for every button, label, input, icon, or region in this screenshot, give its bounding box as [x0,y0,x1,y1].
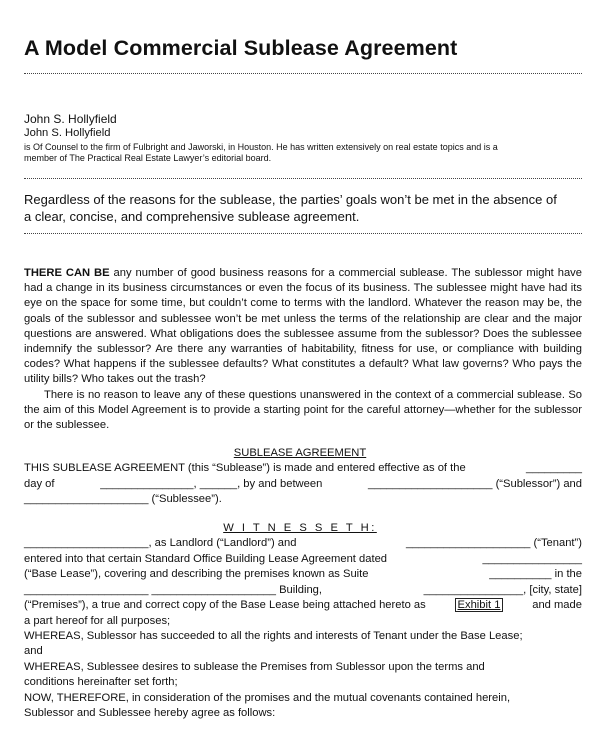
intro-paragraph-1 [24,266,582,388]
lead-line: Regardless of the reasons for the sublease, the parties’ goals won’t be met in the absence of [24,192,557,207]
exhibit-link[interactable] [455,599,504,611]
blank-field: ____________________ (“Sublessor”) and [368,478,582,490]
witness-text: (“Premises”), a true and correct copy of the Base Lease being attached hereto as [24,599,426,611]
blank-field: ________________, [city, state] [423,584,582,596]
divider [24,233,582,234]
blank-field: _________ [526,462,582,474]
witness-text: entered into that certain Standard Office Building Lease Agreement dated [24,553,388,565]
agreement-text: THIS SUBLEASE AGREEMENT (this “Sublease”) is made and entered effective as of the [24,462,466,474]
drop-lead: THERE CAN BE [24,267,110,279]
blank-field: ____________________ (“Tenant”) [405,537,582,549]
witness-line-11: NOW, THEREFORE, in consideration of the promises and the mutual covenants contained herein, [24,692,511,704]
agreement-heading: SUBLEASE AGREEMENT [233,447,367,459]
lead-paragraph [24,191,588,225]
agreement-text: day of [24,478,55,490]
witness-line-10: conditions hereinafter set forth; [24,676,178,688]
agreement-line-2 [24,478,582,490]
author-name-secondary: John S. Hollyfield [24,127,111,139]
blank-field: __________ in the [489,568,582,580]
lead-line: a clear, concise, and comprehensive sublease agreement. [24,209,360,224]
blank-field: _______________, ______, by and between [100,478,323,490]
agreement-line-3: ____________________ (“Sublessee”). [24,493,222,505]
witness-line-12: Sublessor and Sublessee hereby agree as follows: [24,707,276,719]
intro-paragraph-2: There is no reason to leave any of these questions unanswered in the context of a commercial sublease. So the aim of this Model Agreement is to provide a starting point for the careful attorney—whether for the sublessor or the sublessee. [24,388,582,432]
witness-text: ____________________, as Landlord (“Landlord”) and [24,537,297,549]
witness-line-9: WHEREAS, Sublessee desires to sublease the Premises from Sublessor upon the terms and [24,661,485,673]
intro-body [24,266,582,433]
author-bio-line: is Of Counsel to the firm of Fulbright and Jaworski, in Houston. He has written extensively on real estate topics and is a [24,142,498,152]
witness-line-7: WHEREAS, Sublessor has succeeded to all the rights and interests of Tenant under the Base Lease; [24,630,523,642]
witness-text: and made [532,599,582,611]
blank-field: ________________ [482,553,582,565]
intro-paragraph-1-text: any number of good business reasons for a commercial sublease. The sublessor might have had a change in its business circumstances or even the focus of its business. The sublessee might have had its eye on the space for some time, but couldn’t come to terms with the landlord. Whatever the reason may be, the goals of the sublessor and sublessee won’t be met unless the terms of the relationship are clear and the major questions are answered. What obligations does the sublessee assume from the sublessor? Does the sublessee indemnify the sublessor? Are there any warranties of habitability, fitness for use, or compliance with building codes? What happens if the sublessee defaults? What constitutes a default? What law governs? Who pays the utility bills? Who takes out the trash? [24,267,582,386]
witness-line-1 [24,537,582,549]
witness-line-2 [24,553,582,565]
author-bio [24,142,584,164]
witness-text: (“Base Lease”), covering and describing the premises known as Suite [24,568,369,580]
agreement-line-1 [24,462,582,474]
witnesseth-heading: W I T N E S S E T H: [223,522,377,534]
divider [24,73,582,74]
page-title: A Model Commercial Sublease Agreement [24,36,458,60]
witness-line-4 [24,584,582,596]
divider [24,178,582,179]
witness-line-3 [24,568,582,580]
author-name: John S. Hollyfield [24,112,117,126]
witness-line-6: a part hereof for all purposes; [24,615,171,627]
exhibit-label: Exhibit 1 [455,598,504,612]
witness-text: ____________________ ____________________ Building, [24,584,323,596]
author-bio-line: member of The Practical Real Estate Lawyer’s editorial board. [24,153,272,163]
witness-line-5 [24,599,582,611]
witness-line-8: and [24,645,43,657]
